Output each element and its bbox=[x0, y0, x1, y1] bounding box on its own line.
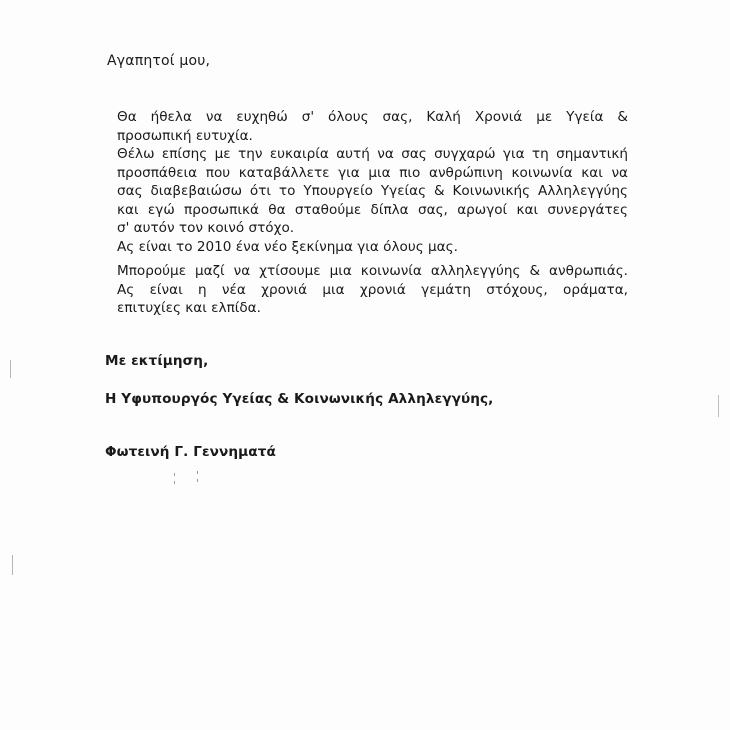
paragraph-line: επιτυχίες και ελπίδα. bbox=[117, 300, 261, 316]
paragraph-line: προσωπική ευτυχία. bbox=[117, 127, 253, 144]
signatory-name: Φωτεινή Γ. Γεννηματά bbox=[105, 444, 276, 460]
paragraph-line: σ' αυτόν τον κοινό στόχο. bbox=[117, 220, 295, 236]
letter-paragraph-2 bbox=[117, 262, 628, 318]
scan-mark bbox=[174, 473, 175, 476]
paragraph-line: Θέλω επίσης με την ευκαιρία αυτή να σας συγχαρώ για τη σημαντική bbox=[117, 146, 628, 162]
scan-mark bbox=[10, 360, 11, 378]
paragraph-line: Ας είναι η νέα χρονιά μια χρονιά γεμάτη στόχους, οράματα, bbox=[117, 281, 628, 298]
closing-regards: Με εκτίμηση, bbox=[105, 353, 209, 369]
scan-mark bbox=[197, 471, 198, 474]
scan-mark bbox=[174, 481, 175, 484]
signatory-title: Η Υφυπουργός Υγείας & Κοινωνικής Αλληλεγγύης, bbox=[105, 391, 494, 407]
letter-salutation: Αγαπητοί μου, bbox=[107, 53, 211, 69]
paragraph-line: Ας είναι το 2010 ένα νέο ξεκίνημα για όλους μας. bbox=[117, 238, 458, 255]
letter-paragraph-1 bbox=[117, 108, 628, 256]
paragraph-line: Μπορούμε μαζί να χτίσουμε μια κοινωνία αλληλεγγύης & ανθρωπιάς. bbox=[117, 263, 628, 279]
scan-mark bbox=[718, 395, 719, 417]
paragraph-line: Θα ήθελα να ευχηθώ σ' όλους σας, Καλή Χρονιά με Υγεία & bbox=[117, 109, 628, 125]
paragraph-line: σας διαβεβαιώσω ότι το Υπουργείο Υγείας & Κοινωνικής Αλληλεγγύης bbox=[117, 183, 628, 199]
paragraph-line: και εγώ προσωπικά θα σταθούμε δίπλα σας, αρωγοί και συνεργάτες bbox=[117, 201, 628, 218]
scan-mark bbox=[197, 479, 198, 482]
paragraph-line: προσπάθεια που καταβάλλετε για μια πιο ανθρώπινη κοινωνία και να bbox=[117, 164, 628, 181]
scan-mark bbox=[12, 555, 13, 575]
